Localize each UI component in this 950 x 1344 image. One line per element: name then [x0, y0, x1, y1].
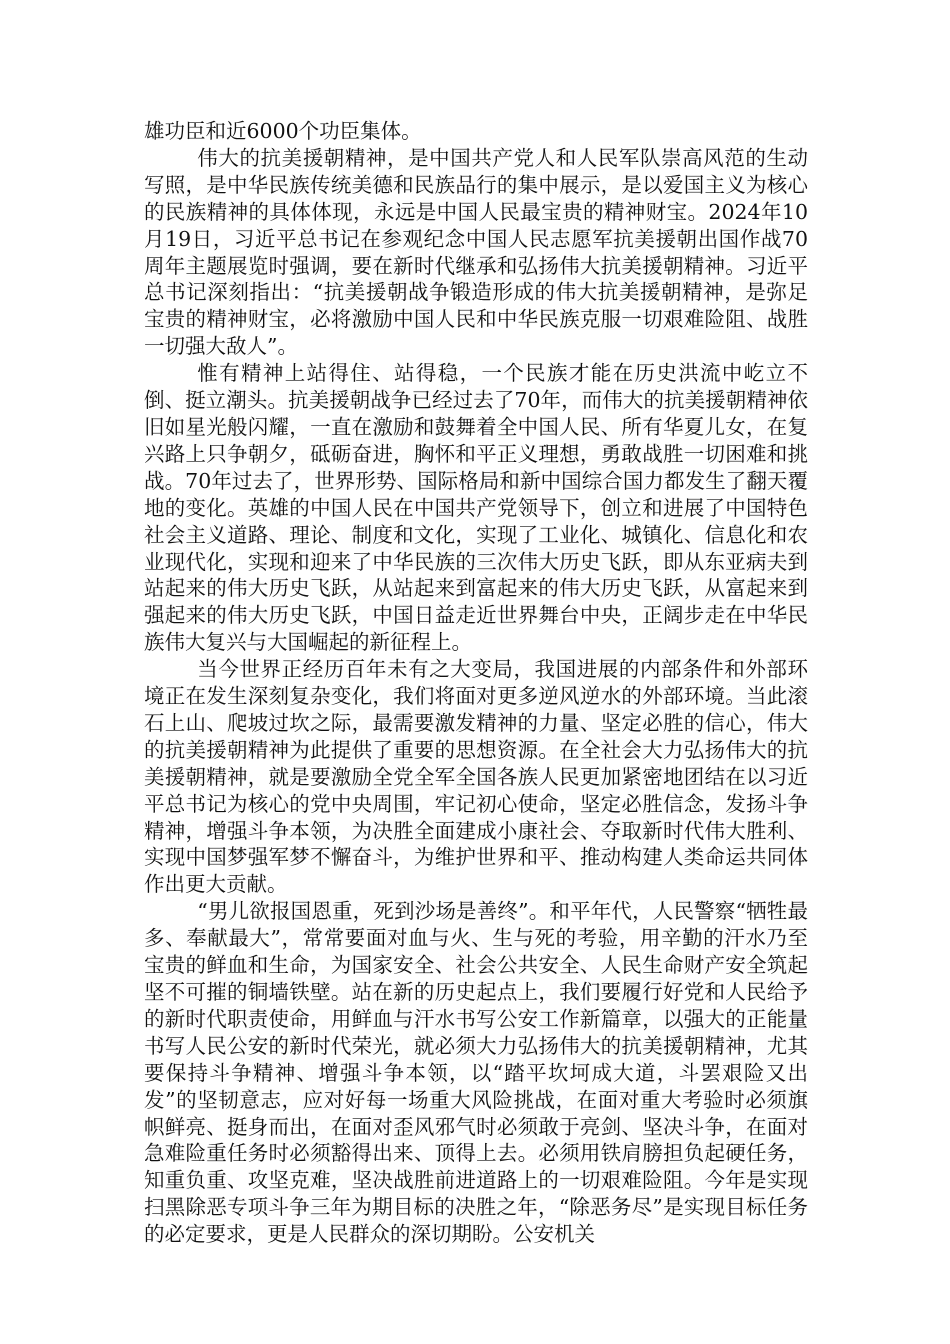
paragraph-continuation: 雄功臣和近6000个功臣集体。 — [144, 119, 422, 143]
paragraph-national-spirit: 惟有精神上站得住、站得稳，一个民族才能在历史洪流中屹立不倒、挺立潮头。抗美援朝战争已经过去了70年，而伟大的抗美援朝精神依旧如星光般闪耀，一直在激励和鼓舞着全中国人民、所有华夏儿女，在复兴路上只争朝夕，砥砺奋进，胸怀和平正义理想，勇敢战胜一切困难和挑战。70年过去了，世界形势、国际格局和新中国综合国力都发生了翻天覆地的变化。英雄的中国人民在中国共产党领导下，创立和进展了中国特色社会主义道路、理论、制度和文化，实现了工业化、城镇化、信息化和农业现代化，实现和迎来了中华民族的三次伟大历史飞跃，即从东亚病夫到站起来的伟大历史飞跃，从站起来到富起来的伟大历史飞跃，从富起来到强起来的伟大历史飞跃，中国日益走近世界舞台中央，正阔步走在中华民族伟大复兴与大国崛起的新征程上。 — [144, 361, 808, 655]
document-body — [144, 118, 808, 1248]
paragraph-police-duty: “男儿欲报国恩重，死到沙场是善终”。和平年代，人民警察“牺牲最多、奉献最大”，常常要面对血与火、生与死的考验，用辛勤的汗水乃至宝贵的鲜血和生命，为国家安全、社会公共安全、人民生命财产安全筑起坚不可摧的铜墙铁壁。站在新的历史起点上，我们要履行好党和人民给予的新时代职责使命，用鲜血与汗水书写公安工作新篇章，以强大的正能量书写人民公安的新时代荣光，就必须大力弘扬伟大的抗美援朝精神，尤其要保持斗争精神、增强斗争本领，以“踏平坎坷成大道，斗罢艰险又出发”的坚韧意志，应对好每一场重大风险挑战，在面对重大考验时必须旗帜鲜亮、挺身而出，在面对歪风邪气时必须敢于亮剑、坚决斗争，在面对急难险重任务时必须豁得出来、顶得上去。必须用铁肩膀担负起硬任务，知重负重、攻坚克难，坚决战胜前进道路上的一切艰难险阻。今年是实现扫黑除恶专项斗争三年为期目标的决胜之年，“除恶务尽”是实现目标任务的必定要求，更是人民群众的深切期盼。公安机关 — [144, 899, 808, 1247]
paragraph-spirit-definition: 伟大的抗美援朝精神，是中国共产党人和人民军队崇高风范的生动写照，是中华民族传统美德和民族品行的集中展示，是以爱国主义为核心的民族精神的具体体现，永远是中国人民最宝贵的精神财宝。2024年10月19日，习近平总书记在参观纪念中国人民志愿军抗美援朝出国作战70周年主题展览时强调，要在新时代继承和弘扬伟大抗美援朝精神。习近平总书记深刻指出：“抗美援朝战争锻造形成的伟大抗美援朝精神，是弥足宝贵的精神财宝，必将激励中国人民和中华民族克服一切艰难险阻、战胜一切强大敌人”。 — [144, 145, 808, 359]
paragraph-world-changes: 当今世界正经历百年未有之大变局，我国进展的内部条件和外部环境正在发生深刻复杂变化，我们将面对更多逆风逆水的外部环境。当此滚石上山、爬坡过坎之际，最需要激发精神的力量、坚定必胜的信心，伟大的抗美援朝精神为此提供了重要的思想资源。在全社会大力弘扬伟大的抗美援朝精神，就是要激励全党全军全国各族人民更加紧密地团结在以习近平总书记为核心的党中央周围，牢记初心使命，坚定必胜信念，发扬斗争精神，增强斗争本领，为决胜全面建成小康社会、夺取新时代伟大胜利、实现中国梦强军梦不懈奋斗，为维护世界和平、推动构建人类命运共同体作出更大贡献。 — [144, 657, 808, 897]
